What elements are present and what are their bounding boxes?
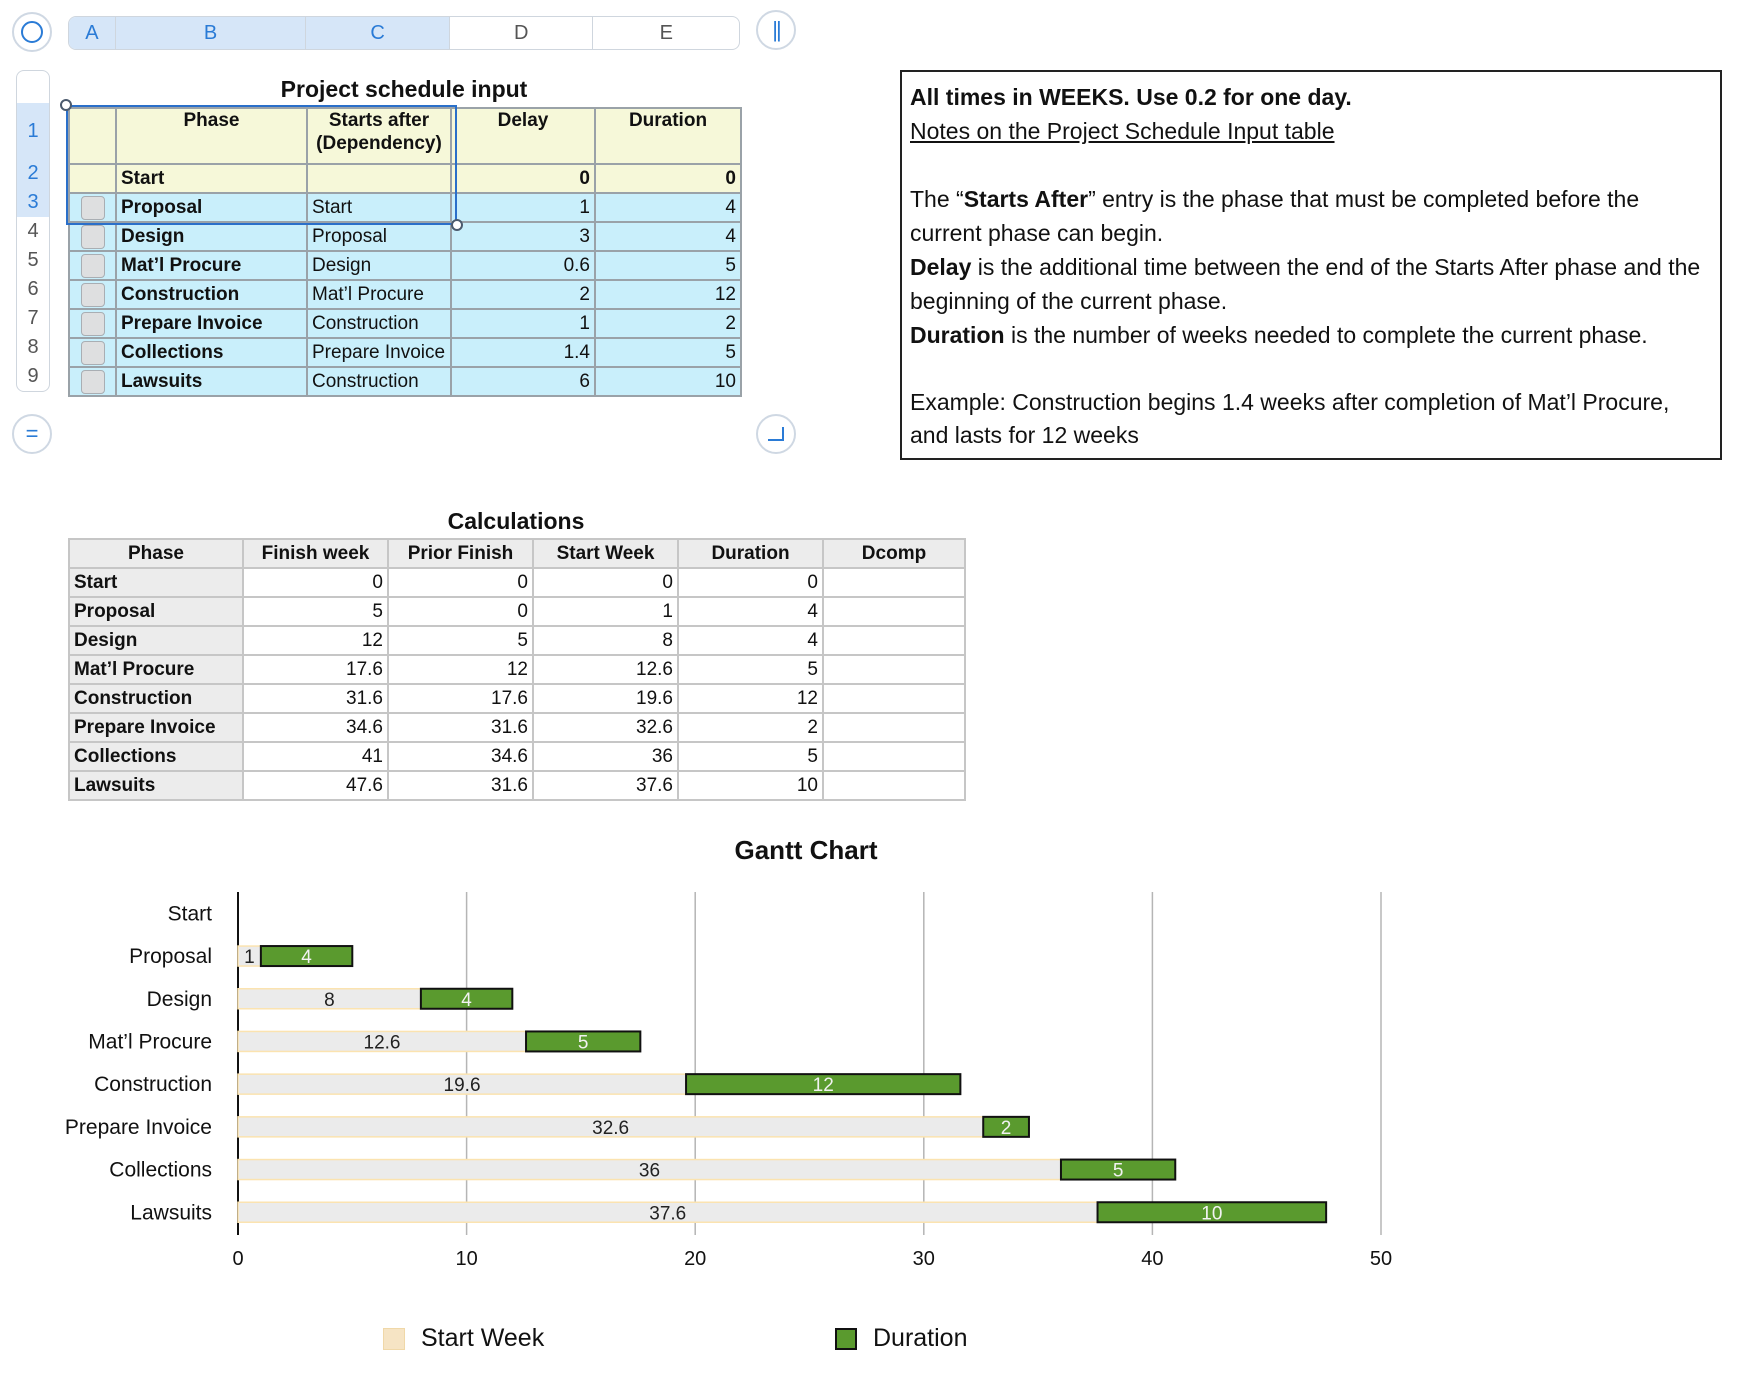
row-checkbox[interactable] xyxy=(81,370,105,394)
prior-finish-cell[interactable]: 31.6 xyxy=(388,771,533,800)
dcomp-cell[interactable] xyxy=(823,597,965,626)
table-row xyxy=(69,193,741,222)
starts-after-cell[interactable]: Start xyxy=(307,193,451,222)
legend-swatch-start-week xyxy=(383,1328,405,1350)
calc-header-prior-finish[interactable]: Prior Finish xyxy=(388,539,533,568)
table-row xyxy=(69,742,965,771)
delay-cell[interactable]: 0 xyxy=(451,164,595,193)
notes-duration xyxy=(910,318,1712,352)
row-header-6[interactable]: 6 xyxy=(27,278,39,300)
dcomp-cell[interactable] xyxy=(823,626,965,655)
table-row xyxy=(69,222,741,251)
phase-cell[interactable]: Start xyxy=(69,568,243,597)
phase-cell[interactable]: Construction xyxy=(69,684,243,713)
notes-headline: All times in WEEKS. Use 0.2 for one day. xyxy=(910,84,1352,110)
starts-after-cell[interactable] xyxy=(307,164,451,193)
text-bold: Delay xyxy=(910,254,972,280)
table-row xyxy=(69,713,965,742)
selection-handle-bottom-right[interactable] xyxy=(451,219,463,231)
calc-header-row xyxy=(69,539,965,568)
row-header-corner xyxy=(17,71,49,103)
resize-corner-icon xyxy=(768,427,784,441)
duration-value-label: 4 xyxy=(301,947,312,969)
start-week-cell[interactable]: 36 xyxy=(533,742,678,771)
duration-cell[interactable]: 0 xyxy=(678,568,823,597)
resize-table-button[interactable] xyxy=(756,414,796,454)
delay-cell[interactable]: 2 xyxy=(451,280,595,309)
table-select-circle-button[interactable] xyxy=(12,12,52,52)
table-row xyxy=(69,568,965,597)
starts-after-cell[interactable]: Design xyxy=(307,251,451,280)
column-header-e[interactable]: E xyxy=(659,21,673,44)
category-label: Start xyxy=(167,902,212,926)
start-week-cell[interactable]: 1 xyxy=(533,597,678,626)
add-row-button[interactable] xyxy=(12,414,52,454)
prior-finish-cell[interactable]: 0 xyxy=(388,568,533,597)
duration-value-label: 2 xyxy=(1000,1117,1012,1139)
dcomp-cell[interactable] xyxy=(823,742,965,771)
phase-cell[interactable]: Collections xyxy=(116,338,307,367)
header-cell-delay[interactable]: Delay xyxy=(451,108,595,164)
category-label: Mat’l Procure xyxy=(88,1030,212,1054)
start-week-value-label: 12.6 xyxy=(363,1032,401,1054)
add-column-button[interactable] xyxy=(756,10,796,50)
finish-week-cell[interactable]: 41 xyxy=(243,742,388,771)
duration-cell[interactable]: 5 xyxy=(595,338,741,367)
prior-finish-cell[interactable]: 17.6 xyxy=(388,684,533,713)
calc-header-start-week[interactable]: Start Week xyxy=(533,539,678,568)
duration-cell[interactable]: 4 xyxy=(595,193,741,222)
finish-week-cell[interactable]: 47.6 xyxy=(243,771,388,800)
finish-week-cell[interactable]: 12 xyxy=(243,626,388,655)
category-label: Construction xyxy=(94,1073,212,1097)
row-checkbox[interactable] xyxy=(81,196,105,220)
category-label: Proposal xyxy=(129,945,212,969)
calc-header-phase[interactable]: Phase xyxy=(69,539,243,568)
phase-cell[interactable]: Design xyxy=(69,626,243,655)
category-label: Design xyxy=(146,987,212,1011)
starts-after-cell[interactable]: Proposal xyxy=(307,222,451,251)
duration-cell[interactable]: 10 xyxy=(678,771,823,800)
checkbox-cell[interactable] xyxy=(69,367,116,396)
x-tick-label: 20 xyxy=(684,1248,707,1270)
column-header-c[interactable]: C xyxy=(306,17,450,49)
selection-handle-top-left[interactable] xyxy=(60,99,72,111)
x-tick-label: 50 xyxy=(1369,1248,1393,1270)
row-header-9[interactable]: 9 xyxy=(27,365,39,387)
start-week-value-label: 19.6 xyxy=(443,1075,481,1097)
start-week-cell[interactable]: 12.6 xyxy=(533,655,678,684)
spacer xyxy=(910,148,1712,182)
delay-cell[interactable]: 3 xyxy=(451,222,595,251)
calc-header-duration[interactable]: Duration xyxy=(678,539,823,568)
start-week-value-label: 8 xyxy=(324,989,335,1011)
notes-starts-after xyxy=(910,182,1712,250)
checkbox-cell[interactable] xyxy=(69,193,116,222)
category-label: Collections xyxy=(109,1158,212,1182)
finish-week-cell[interactable]: 31.6 xyxy=(243,684,388,713)
duration-cell[interactable]: 5 xyxy=(678,655,823,684)
row-handle-icon: = xyxy=(25,421,39,446)
calc-table-title: Calculations xyxy=(447,508,585,534)
calc-header-dcomp[interactable]: Dcomp xyxy=(823,539,965,568)
delay-cell[interactable]: 1 xyxy=(451,309,595,338)
legend-label-start-week: Start Week xyxy=(421,1324,545,1352)
dcomp-cell[interactable] xyxy=(823,655,965,684)
delay-cell[interactable]: 6 xyxy=(451,367,595,396)
column-header-a[interactable]: A xyxy=(69,17,116,49)
duration-value-label: 10 xyxy=(1201,1203,1223,1225)
duration-value-label: 5 xyxy=(577,1032,589,1054)
start-week-value-label: 1 xyxy=(244,947,255,969)
row-header-bar xyxy=(16,70,50,392)
finish-week-cell[interactable]: 34.6 xyxy=(243,713,388,742)
duration-cell[interactable]: 4 xyxy=(595,222,741,251)
prior-finish-cell[interactable]: 5 xyxy=(388,626,533,655)
start-week-cell[interactable]: 19.6 xyxy=(533,684,678,713)
legend-swatch-duration xyxy=(835,1328,857,1350)
duration-cell[interactable]: 0 xyxy=(595,164,741,193)
notes-example: Example: Construction begins 1.4 weeks after completion of Mat’l Procure, and lasts for 12 weeks xyxy=(910,389,1670,448)
starts-after-cell[interactable]: Prepare Invoice xyxy=(307,338,451,367)
row-header-2[interactable]: 2 xyxy=(17,159,49,188)
notes-box xyxy=(900,70,1722,460)
row-checkbox[interactable] xyxy=(81,312,105,336)
checkbox-cell[interactable] xyxy=(69,164,116,193)
text-bold: Starts After xyxy=(963,186,1089,212)
duration-value-label: 12 xyxy=(812,1075,834,1097)
phase-cell[interactable]: Prepare Invoice xyxy=(69,713,243,742)
x-tick-label: 40 xyxy=(1141,1248,1164,1270)
start-week-cell[interactable]: 0 xyxy=(533,568,678,597)
checkbox-cell[interactable] xyxy=(69,338,116,367)
phase-cell[interactable]: Start xyxy=(116,164,307,193)
input-table-title: Project schedule input xyxy=(280,76,528,102)
x-tick-label: 30 xyxy=(912,1248,935,1270)
starts-after-cell[interactable]: Mat’l Procure xyxy=(307,280,451,309)
delay-cell[interactable]: 1.4 xyxy=(451,338,595,367)
duration-cell[interactable]: 5 xyxy=(595,251,741,280)
table-row xyxy=(69,597,965,626)
category-label: Prepare Invoice xyxy=(64,1115,212,1139)
table-row xyxy=(69,771,965,800)
phase-cell[interactable]: Proposal xyxy=(69,597,243,626)
header-cell-duration[interactable]: Duration xyxy=(595,108,741,164)
x-tick-label: 10 xyxy=(455,1248,478,1270)
start-week-value-label: 37.6 xyxy=(649,1203,687,1225)
header-cell-starts-after[interactable]: Starts after (Dependency) xyxy=(307,108,451,164)
duration-cell[interactable]: 10 xyxy=(595,367,741,396)
dcomp-cell[interactable] xyxy=(823,684,965,713)
dcomp-cell[interactable] xyxy=(823,771,965,800)
header-cell-checkbox[interactable] xyxy=(69,108,116,164)
header-cell-phase[interactable]: Phase xyxy=(116,108,307,164)
row-checkbox[interactable] xyxy=(81,283,105,307)
phase-cell[interactable]: Lawsuits xyxy=(116,367,307,396)
calc-header-finish[interactable]: Finish week xyxy=(243,539,388,568)
legend-label-duration: Duration xyxy=(873,1324,968,1352)
phase-cell[interactable]: Proposal xyxy=(116,193,307,222)
duration-cell[interactable]: 5 xyxy=(678,742,823,771)
duration-cell[interactable]: 4 xyxy=(678,597,823,626)
column-header-d[interactable]: D xyxy=(450,17,594,49)
row-checkbox[interactable] xyxy=(81,254,105,278)
notes-link[interactable]: Notes on the Project Schedule Input table xyxy=(910,118,1335,144)
chart-title: Gantt Chart xyxy=(734,835,878,865)
x-tick-label: 0 xyxy=(232,1248,244,1270)
prior-finish-cell[interactable]: 0 xyxy=(388,597,533,626)
delay-cell[interactable]: 0.6 xyxy=(451,251,595,280)
table-row xyxy=(69,280,741,309)
gantt-chart xyxy=(0,880,1752,1300)
duration-cell[interactable]: 12 xyxy=(678,684,823,713)
starts-after-cell[interactable]: Construction xyxy=(307,309,451,338)
duration-value-label: 4 xyxy=(461,989,472,1011)
table-row xyxy=(69,684,965,713)
phase-cell[interactable]: Lawsuits xyxy=(69,771,243,800)
checkbox-cell[interactable] xyxy=(69,309,116,338)
duration-cell[interactable]: 4 xyxy=(678,626,823,655)
row-header-8[interactable]: 8 xyxy=(27,336,39,358)
column-header-b[interactable]: B xyxy=(116,17,306,49)
duration-value-label: 5 xyxy=(1112,1160,1124,1182)
row-header-4[interactable]: 4 xyxy=(27,220,39,242)
start-week-cell[interactable]: 32.6 xyxy=(533,713,678,742)
checkbox-cell[interactable] xyxy=(69,222,116,251)
text: is the additional time between the end of the Starts After phase and the beginning of the current phase. xyxy=(910,254,1701,314)
phase-cell[interactable]: Collections xyxy=(69,742,243,771)
start-week-cell[interactable]: 8 xyxy=(533,626,678,655)
duration-cell[interactable]: 2 xyxy=(595,309,741,338)
table-row xyxy=(69,251,741,280)
dcomp-cell[interactable] xyxy=(823,568,965,597)
prior-finish-cell[interactable]: 31.6 xyxy=(388,713,533,742)
notes-delay xyxy=(910,250,1712,318)
phase-cell[interactable]: Mat’l Procure xyxy=(116,251,307,280)
input-table xyxy=(68,107,742,397)
row-checkbox[interactable] xyxy=(81,225,105,249)
finish-week-cell[interactable]: 5 xyxy=(243,597,388,626)
category-label: Lawsuits xyxy=(130,1201,212,1225)
table-row xyxy=(69,309,741,338)
table-row xyxy=(69,338,741,367)
table-row xyxy=(69,367,741,396)
text: The “ xyxy=(910,186,964,212)
calc-table xyxy=(68,538,966,801)
text: ” entry is the phase that must be completed before the current phase can begin. xyxy=(910,186,1640,246)
row-header-5[interactable]: 5 xyxy=(27,249,39,271)
input-header-row xyxy=(69,108,741,164)
text: is the number of weeks needed to complete the current phase. xyxy=(1004,322,1648,348)
delay-cell[interactable]: 1 xyxy=(451,193,595,222)
start-week-value-label: 36 xyxy=(638,1160,661,1182)
starts-after-cell[interactable]: Construction xyxy=(307,367,451,396)
table-row xyxy=(69,655,965,684)
phase-cell[interactable]: Design xyxy=(116,222,307,251)
column-header-bar xyxy=(68,16,740,50)
checkbox-cell[interactable] xyxy=(69,251,116,280)
start-week-value-label: 32.6 xyxy=(592,1117,630,1139)
checkbox-cell[interactable] xyxy=(69,280,116,309)
start-week-cell[interactable]: 37.6 xyxy=(533,771,678,800)
row-header-3[interactable]: 3 xyxy=(17,188,49,217)
phase-cell[interactable]: Prepare Invoice xyxy=(116,309,307,338)
finish-week-cell[interactable]: 0 xyxy=(243,568,388,597)
duration-cell[interactable]: 2 xyxy=(678,713,823,742)
row-checkbox[interactable] xyxy=(81,341,105,365)
duration-cell[interactable]: 12 xyxy=(595,280,741,309)
row-header-7[interactable]: 7 xyxy=(27,307,39,329)
text-bold: Duration xyxy=(910,322,1005,348)
prior-finish-cell[interactable]: 12 xyxy=(388,655,533,684)
circle-icon xyxy=(21,21,43,43)
phase-cell[interactable]: Mat’l Procure xyxy=(69,655,243,684)
dcomp-cell[interactable] xyxy=(823,713,965,742)
finish-week-cell[interactable]: 17.6 xyxy=(243,655,388,684)
table-row xyxy=(69,626,965,655)
prior-finish-cell[interactable]: 34.6 xyxy=(388,742,533,771)
column-handle-icon: || xyxy=(772,17,780,42)
row-header-1[interactable]: 1 xyxy=(17,103,49,159)
spacer xyxy=(910,352,1712,386)
table-row xyxy=(69,164,741,193)
phase-cell[interactable]: Construction xyxy=(116,280,307,309)
